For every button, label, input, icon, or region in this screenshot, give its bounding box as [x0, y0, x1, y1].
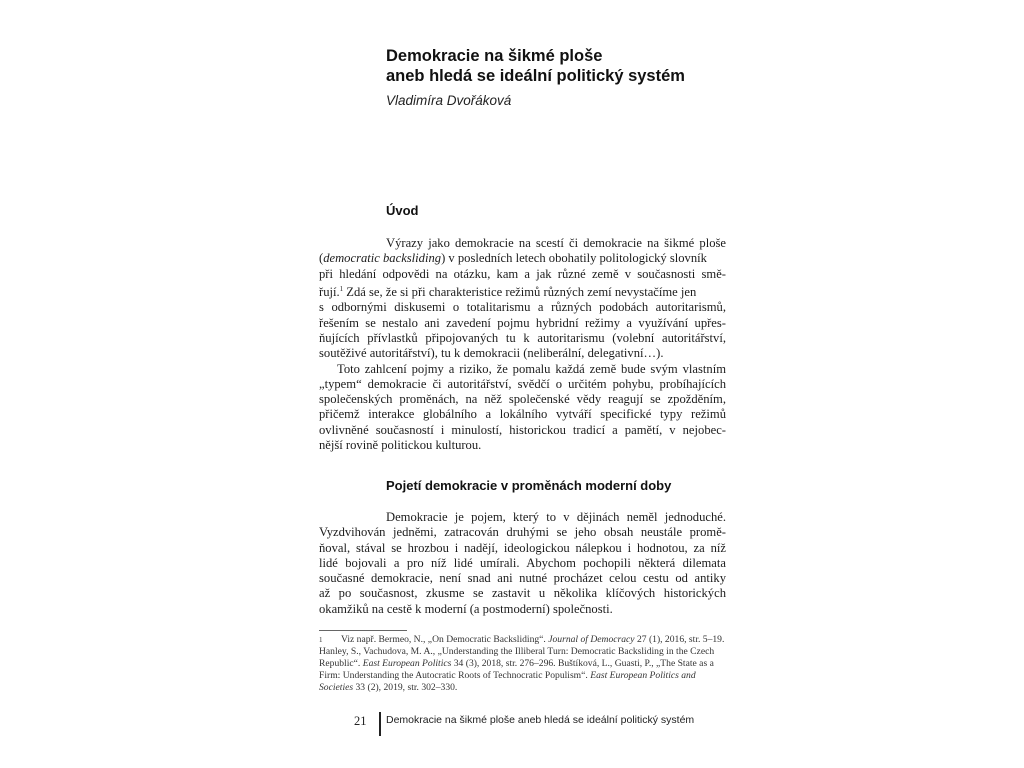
text-fragment: řují. [319, 285, 340, 300]
chapter-title [386, 46, 806, 86]
text-line: ňujících přívlastků připojovaných tu k autoritarismu (volební autoritářství, [319, 330, 726, 345]
chapter-title-line-2: aneb hledá se ideální politický systém [386, 67, 685, 85]
text-line: nější rovině politickou kulturou. [319, 438, 482, 453]
text-line: Vyzdvihován jedněmi, zatracován druhými se jeho obsah neustále promě- [319, 525, 726, 540]
text-line: Toto zahlcení pojmy a riziko, že pomalu každá země bude svým vlastním [337, 361, 726, 376]
footnote-text: 27 (1), 2016, str. 5–19. Hanley, S., Vachudova, M. A., „Understanding the Illiberal Turn: Democratic Backsliding in the Czech Republic“. [319, 634, 725, 669]
italic-term: democratic backsliding [323, 251, 442, 266]
footnote-journal: East European Politics [362, 658, 452, 669]
footnote-text: 33 (2), 2019, str. 302–330. [353, 682, 458, 693]
text-line: Demokracie je pojem, který to v dějinách neměl jednoduché. [386, 510, 726, 524]
footnote-ref: 1 [339, 284, 344, 293]
section-intro-body [319, 236, 726, 453]
footnote-number: 1 [319, 636, 323, 644]
text-line: s odbornými diskusemi o totalitarismu a různých podobách autoritarismů, [319, 300, 726, 315]
text-line: přičemž interakce globálního a lokálního vytváří specifické typy režimů [319, 407, 726, 422]
text-line: Výrazy jako demokracie na scestí či demokracie na šikmé ploše [386, 236, 726, 250]
text-line: společenských proměnách, na něž společenské vědy reagují se zpožděním, [319, 392, 726, 407]
footnote-journal: East European Politics and Societies [319, 670, 696, 693]
open-paren: ( [319, 251, 324, 266]
text-fragment: Zdá se, že si při charakteristice režimů různých zemí nevystačíme jen [343, 285, 697, 300]
footnote-text: 34 (3), 2018, str. 276–296. Buštíková, L., Guasti, P., „The State as a Firm: Understanding the Autocratic Roots of Technocratic Populism“. [319, 658, 714, 681]
text-line: až po současnost, zkusme se zastavit u několika klíčových historických [319, 586, 726, 601]
text-line: okamžiků na cestě k moderní (a postmoderní) společnosti. [319, 601, 613, 616]
chapter-title-line-1: Demokracie na šikmé ploše [386, 47, 603, 65]
text-line-with-term [319, 251, 726, 266]
text-line: řešením se nestalo ani zavedení pojmu hybridní režimy a využívání upřes- [319, 315, 726, 330]
running-head: Demokracie na šikmé ploše aneb hledá se ideální politický systém [386, 714, 695, 726]
text-line: současné demokracie, není snad ani nutné procházet celou cestu od antiky [319, 571, 726, 586]
text-line-with-footnote [319, 282, 726, 300]
footnote-divider [319, 630, 407, 631]
footnote-text: Viz např. Bermeo, N., „On Democratic Backsliding“. [341, 634, 549, 645]
section-heading-democracy: Pojetí demokracie v proměnách moderní doby [386, 478, 672, 493]
section-democracy-body [319, 510, 726, 617]
text-line: při hledání odpovědi na otázku, kam a jak různé země v současnosti smě- [319, 266, 726, 281]
section-heading-intro: Úvod [386, 203, 419, 218]
footnote-journal: Journal of Democracy [548, 634, 635, 645]
text-line: lidé bojovali a pro níž lidé umírali. Abychom pochopili některá dilemata [319, 555, 726, 570]
text-line-rest: ) v posledních letech obohatily politologický slovník [441, 251, 707, 266]
text-line: „typem“ demokracie či autoritářství, svědčí o určitém pohybu, probíhajících [319, 376, 726, 391]
chapter-author: Vladimíra Dvořáková [386, 93, 512, 108]
text-line: soutěživé autoritářství), tu k demokracii (neliberální, delegativní…). [319, 346, 664, 361]
page-number: 21 [354, 714, 367, 728]
text-line: ňoval, stával se hrozbou i nadějí, ideologickou nálepkou i hodnotou, za níž [319, 540, 726, 555]
text-line: ovlivněné současností i minulostí, historickou tradicí a pamětí, v nejobec- [319, 422, 726, 437]
footer-divider [379, 712, 381, 736]
footnote [319, 634, 726, 694]
